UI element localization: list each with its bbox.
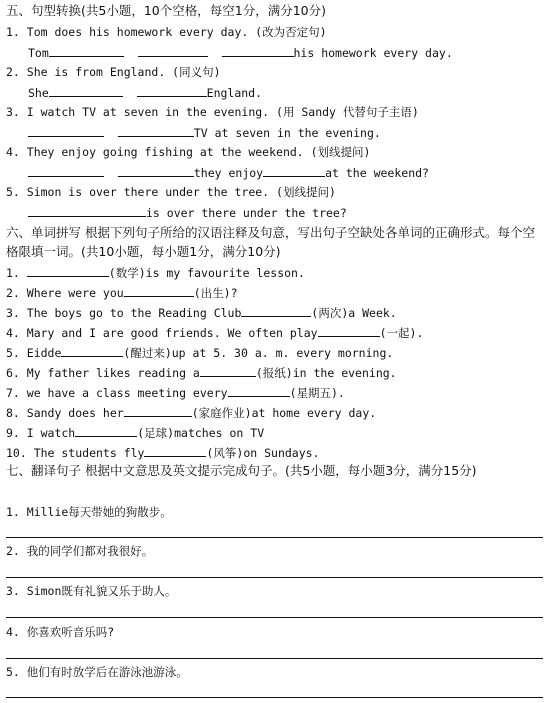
s6-q7-pre: 7. we have a class meeting every xyxy=(6,386,228,400)
s5-a1 xyxy=(6,45,545,60)
section-7-heading: 七、翻译句子 根据中文意思及英文提示完成句子。(共5小题，每小题3分，满分15分) xyxy=(6,463,477,478)
answer-blank[interactable] xyxy=(138,45,208,57)
s7-q1: 1. Millie每天带她的狗散步。 xyxy=(6,505,172,519)
s6-q6-post: in the evening. xyxy=(292,366,397,380)
answer-blank[interactable] xyxy=(118,125,194,137)
s6-q2-pre: 2. Where were you xyxy=(6,286,124,300)
s6-q10-pre: 10. The students fly xyxy=(6,446,145,460)
s6-q8-post: at home every day. xyxy=(251,406,377,420)
s5-q5: 5. Simon is over there under the tree. (划线提问) xyxy=(6,185,336,199)
answer-blank[interactable] xyxy=(263,165,325,177)
s5-a3-end: TV at seven in the evening. xyxy=(193,126,381,140)
s5-a1-start: Tom xyxy=(28,46,49,60)
s6-q7-hint: (星期五) xyxy=(289,386,338,400)
s6-q10-hint: (风筝) xyxy=(206,446,244,460)
s5-q4: 4. They enjoy going fishing at the weekend. (划线提问) xyxy=(6,145,371,159)
answer-blank[interactable] xyxy=(28,165,104,177)
s6-q9-post: matches on TV xyxy=(174,426,265,440)
answer-blank[interactable] xyxy=(241,305,311,317)
answer-line[interactable] xyxy=(6,658,543,659)
s6-q2-post: ? xyxy=(230,286,238,300)
answer-line[interactable] xyxy=(6,537,543,538)
s6-q2-hint: (出生) xyxy=(193,286,231,300)
s5-a2-start: She xyxy=(28,86,49,100)
s6-q9-pre: 9. I watch xyxy=(6,426,76,440)
answer-blank[interactable] xyxy=(222,45,294,57)
s5-a2 xyxy=(6,85,545,100)
answer-blank[interactable] xyxy=(124,405,192,417)
s6-q6-pre: 6. My father likes reading a xyxy=(6,366,200,380)
answer-blank[interactable] xyxy=(28,205,146,217)
s5-a4-end: at the weekend? xyxy=(325,166,429,180)
s6-q3-pre: 3. The boys go to the Reading Club xyxy=(6,306,242,320)
s7-q4: 4. 你喜欢听音乐吗? xyxy=(6,625,115,639)
s5-q2: 2. She is from England. (同义句) xyxy=(6,65,221,79)
answer-blank[interactable] xyxy=(49,45,124,57)
s5-a5-end: is over there under the tree? xyxy=(146,206,347,220)
s6-q9 xyxy=(6,425,545,440)
answer-blank[interactable] xyxy=(75,425,137,437)
answer-line[interactable] xyxy=(6,577,543,578)
s6-q4 xyxy=(6,325,545,340)
s7-q2: 2. 我的同学们都对我很好。 xyxy=(6,544,154,558)
section-6-heading: 六、单词拼写 根据下列句子所给的汉语注释及句意，写出句子空缺处各单词的正确形式。每个空格限填一词。(共10小题，每小题1分，满分10分) xyxy=(6,225,535,259)
s6-q5-post: up at 5. 30 a. m. every morning. xyxy=(171,346,394,360)
s6-q3 xyxy=(6,305,545,320)
s5-a5 xyxy=(6,205,545,220)
answer-blank[interactable] xyxy=(118,165,194,177)
s6-q3-hint: (两次) xyxy=(311,306,349,320)
s6-q1-pre: 1. xyxy=(6,266,27,280)
s7-q3: 3. Simon既有礼貌又乐于助人。 xyxy=(6,584,177,598)
answer-blank[interactable] xyxy=(318,325,380,337)
s5-a4-mid: they enjoy xyxy=(193,166,264,180)
s6-q8-hint: (家庭作业) xyxy=(191,406,252,420)
answer-blank[interactable] xyxy=(28,125,104,137)
s6-q6 xyxy=(6,365,545,380)
s5-q3: 3. I watch TV at seven in the evening. (用 Sandy 代替句子主语) xyxy=(6,105,419,119)
answer-blank[interactable] xyxy=(49,85,123,97)
s5-q1: 1. Tom does his homework every day. (改为否定句) xyxy=(6,25,327,39)
answer-blank[interactable] xyxy=(228,385,290,397)
s5-a3 xyxy=(6,125,545,140)
answer-blank[interactable] xyxy=(124,285,194,297)
s6-q5-hint: (醒过来) xyxy=(123,346,172,360)
s6-q6-hint: (报纸) xyxy=(255,366,293,380)
s5-a4 xyxy=(6,165,545,180)
answer-line[interactable] xyxy=(6,617,543,618)
s6-q8-pre: 8. Sandy does her xyxy=(6,406,124,420)
s6-q1-post: is my favourite lesson. xyxy=(145,266,305,280)
s6-q10 xyxy=(6,445,545,460)
answer-blank[interactable] xyxy=(61,345,123,357)
s6-q8 xyxy=(6,405,545,420)
answer-blank[interactable] xyxy=(200,365,256,377)
s6-q5-pre: 5. Eidde xyxy=(6,346,62,360)
s6-q7 xyxy=(6,385,545,400)
s5-a2-end: England. xyxy=(206,86,263,100)
s6-q2 xyxy=(6,285,545,300)
s7-q5: 5. 他们有时放学后在游泳池游泳。 xyxy=(6,665,188,679)
s6-q4-pre: 4. Mary and I are good friends. We often play xyxy=(6,326,318,340)
answer-blank[interactable] xyxy=(27,265,109,277)
s6-q5 xyxy=(6,345,545,360)
s6-q10-post: on Sundays. xyxy=(243,446,320,460)
s5-a1-end: his homework every day. xyxy=(293,46,453,60)
section-5-heading: 五、句型转换(共5小题，10个空格，每空1分，满分10分) xyxy=(6,3,326,18)
s6-q3-post: a Week. xyxy=(348,306,397,320)
answer-blank[interactable] xyxy=(144,445,206,457)
s6-q9-hint: (足球) xyxy=(137,426,175,440)
s6-q4-hint: (一起) xyxy=(379,326,417,340)
s6-q7-post: . xyxy=(337,386,345,400)
s6-q4-post: . xyxy=(416,326,424,340)
s6-q1 xyxy=(6,265,545,280)
s6-q1-hint: (数学) xyxy=(108,266,146,280)
answer-line[interactable] xyxy=(6,697,543,698)
answer-blank[interactable] xyxy=(137,85,207,97)
